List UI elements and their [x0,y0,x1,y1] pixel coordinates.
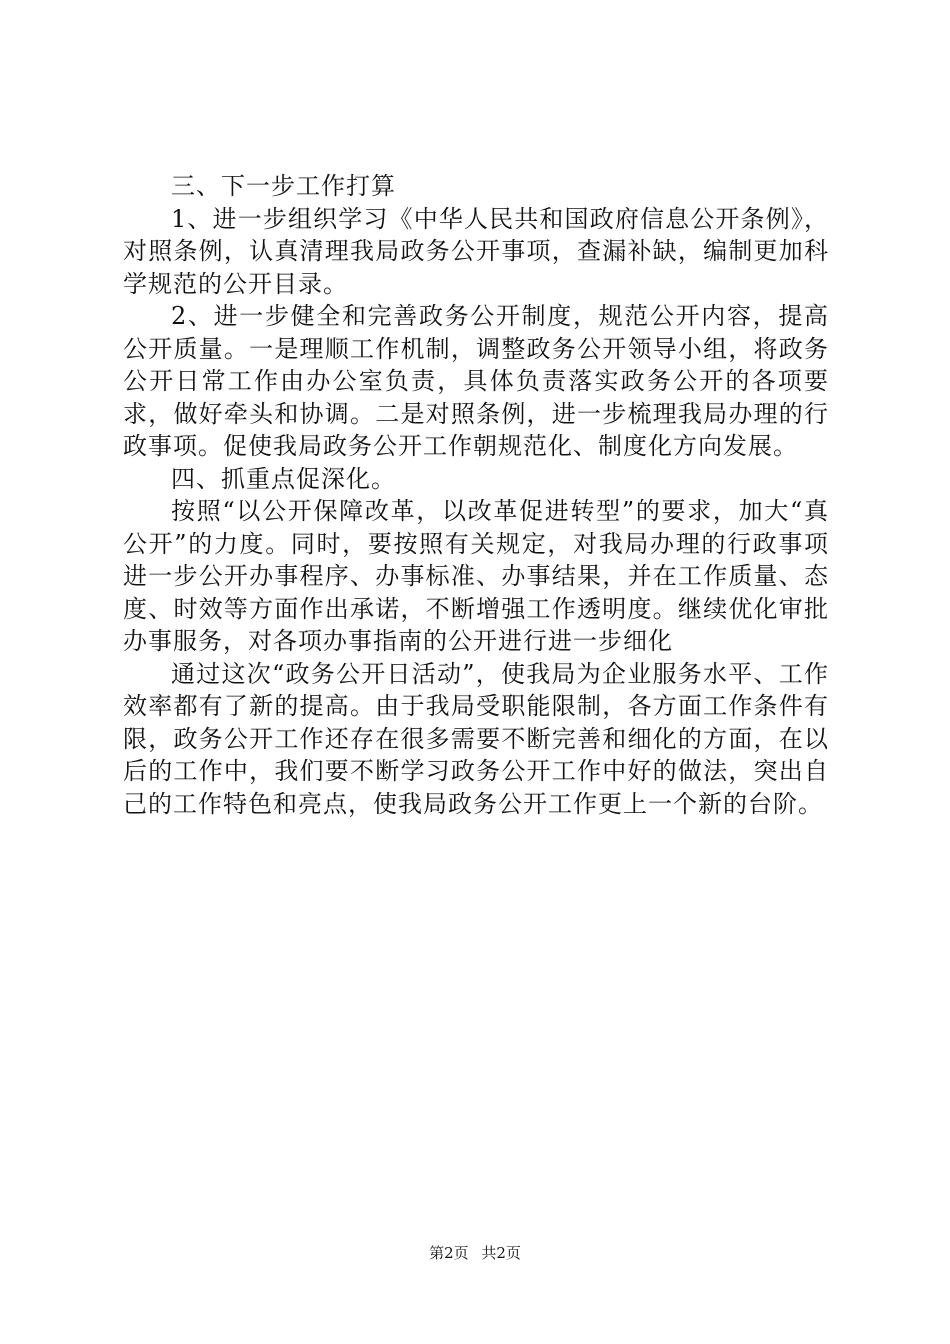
section-heading-next-steps: 三、下一步工作打算 [171,172,396,200]
page-number-current: 第2页 [429,1244,469,1262]
page-number-total: 共2页 [481,1244,521,1262]
paragraph-reform-requirements: 按照“以公开保障改革，以改革促进转型”的要求，加大“真公开”的力度。同时，要按照有关规定，对我局办理的行政事项进一步公开办事程序、办事标准、办事结果，并在工作质量、态度、时效等方面作出承诺，不断增强工作透明度。继续优化审批办事服务，对各项办事指南的公开进行进一步细化 [123,497,829,655]
paragraph-improve-system: 2、进一步健全和完善政务公开制度，规范公开内容，提高公开质量。一是理顺工作机制，调整政务公开领导小组，将政务公开日常工作由办公室负责，具体负责落实政务公开的各项要求，做好牵头和协调。二是对照条例，进一步梳理我局办理的行政事项。促使我局政务公开工作朝规范化、制度化方向发展。 [123,302,829,460]
paragraph-study-regulations: 1、进一步组织学习《中华人民共和国政府信息公开条例》，对照条例，认真清理我局政务公开事项，查漏补缺，编制更加科学规范的公开目录。 [123,204,829,298]
page-footer [0,1243,950,1263]
section-heading-key-points: 四、抓重点促深化。 [171,464,396,493]
document-body [123,170,829,820]
paragraph-conclusion: 通过这次“政务公开日活动”，使我局为企业服务水平、工作效率都有了新的提高。由于我局受职能限制，各方面工作条件有限，政务公开工作还存在很多需要不断完善和细化的方面，在以后的工作中，我们要不断学习政务公开工作中好的做法，突出自己的工作特色和亮点，使我局政务公开工作更上一个新的台阶。 [123,659,829,818]
